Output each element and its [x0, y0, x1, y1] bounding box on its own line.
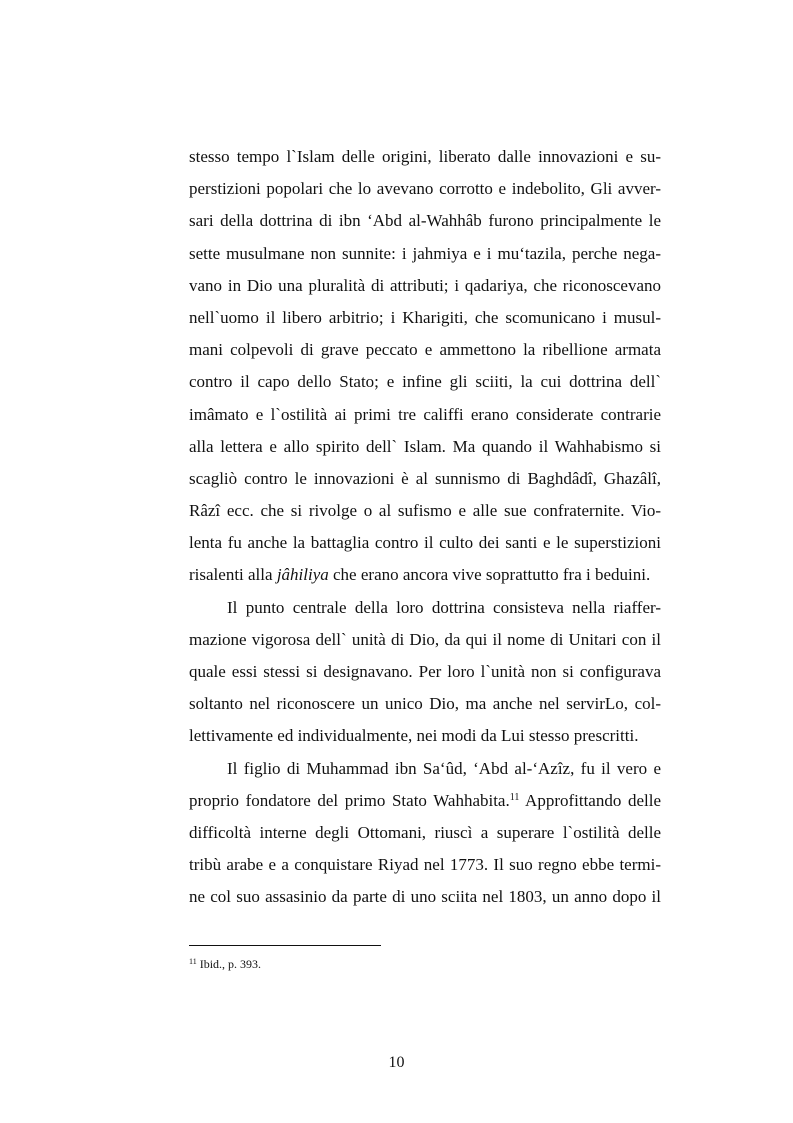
text-line: stesso tempo l`Islam delle origini, liberato dalle innovazioni e su-	[189, 147, 661, 166]
text-line: soltanto nel riconoscere un unico Dio, ma anche nel servirLo, col-	[189, 694, 661, 714]
page-number: 10	[388, 1054, 405, 1071]
text-line: sette musulmane non sunnite: i jahmiya e i mu‘tazila, perche nega-	[189, 243, 661, 263]
text-line: alla lettera e allo spirito dell` Islam. Ma quando il Wahhabismo si	[189, 436, 661, 456]
text-line: mazione vigorosa dell` unità di Dio, da qui il nome di Unitari con il	[189, 629, 661, 649]
text-line-with-footnote-ref	[189, 785, 661, 817]
footnote-text: Ibid., p. 393.	[196, 957, 262, 971]
text-line: Râzî ecc. che si rivolge o al sufismo e alle sue confraternite. Vio-	[189, 501, 661, 521]
text-line-first: Il punto centrale della loro dottrina consisteva nella riaffer-	[227, 597, 661, 617]
paragraph-1	[189, 141, 661, 592]
italic-term: jâhiliya	[276, 565, 329, 585]
text-line: mani colpevoli di grave peccato e ammettono la ribellione armata	[189, 340, 661, 360]
text-line: tribù arabe e a conquistare Riyad nel 1773. Il suo regno ebbe termi-	[189, 855, 661, 875]
text-line: difficoltà interne degli Ottomani, riuscì a superare l`ostilità delle	[189, 822, 661, 842]
text-line-last: lettivamente ed individualmente, nei modi da Lui stesso prescritti.	[189, 726, 639, 746]
footnote-number: 11	[189, 957, 197, 966]
text-line: nell`uomo il libero arbitrio; i Kharigiti, che scomunicano i musul-	[189, 307, 661, 327]
footnote-separator	[189, 945, 381, 946]
text-line: imâmato e l`ostilità ai primi tre califfi erano considerate contrarie	[189, 404, 661, 424]
text-fragment: risalenti alla	[189, 565, 277, 585]
text-line: ne col suo assasinio da parte di uno sciita nel 1803, un anno dopo il	[189, 887, 661, 907]
text-line: quale essi stessi si designavano. Per loro l`unità non si configurava	[189, 662, 661, 681]
text-line: perstizioni popolari che lo avevano corrotto e indebolito, Gli avver-	[189, 179, 661, 199]
footnote	[189, 956, 261, 972]
text-fragment: Approfittando delle	[519, 790, 661, 810]
paragraph-2	[189, 592, 661, 753]
footnote-reference[interactable]: 11	[509, 791, 520, 803]
text-line: lenta fu anche la battaglia contro il culto dei santi e le superstizioni	[189, 533, 661, 553]
document-body	[189, 141, 661, 914]
text-fragment: che erano ancora vive soprattutto fra i beduini.	[328, 565, 651, 585]
text-line: scagliò contro le innovazioni è al sunnismo di Baghdâdî, Ghazâlî,	[189, 468, 661, 488]
text-line: vano in Dio una pluralità di attributi; i qadariya, che riconoscevano	[189, 275, 661, 295]
text-line: sari della dottrina di ibn ‘Abd al-Wahhâb furono principalmente le	[189, 211, 661, 231]
text-line: contro il capo dello Stato; e infine gli sciiti, la cui dottrina dell`	[189, 372, 661, 392]
text-line-last	[189, 559, 661, 591]
text-line-first: Il figlio di Muhammad ibn Sa‘ûd, ‘Abd al-‘Azîz, fu il vero e	[227, 758, 661, 778]
paragraph-3	[189, 753, 661, 914]
text-fragment: proprio fondatore del primo Stato Wahhabita.	[189, 790, 510, 810]
